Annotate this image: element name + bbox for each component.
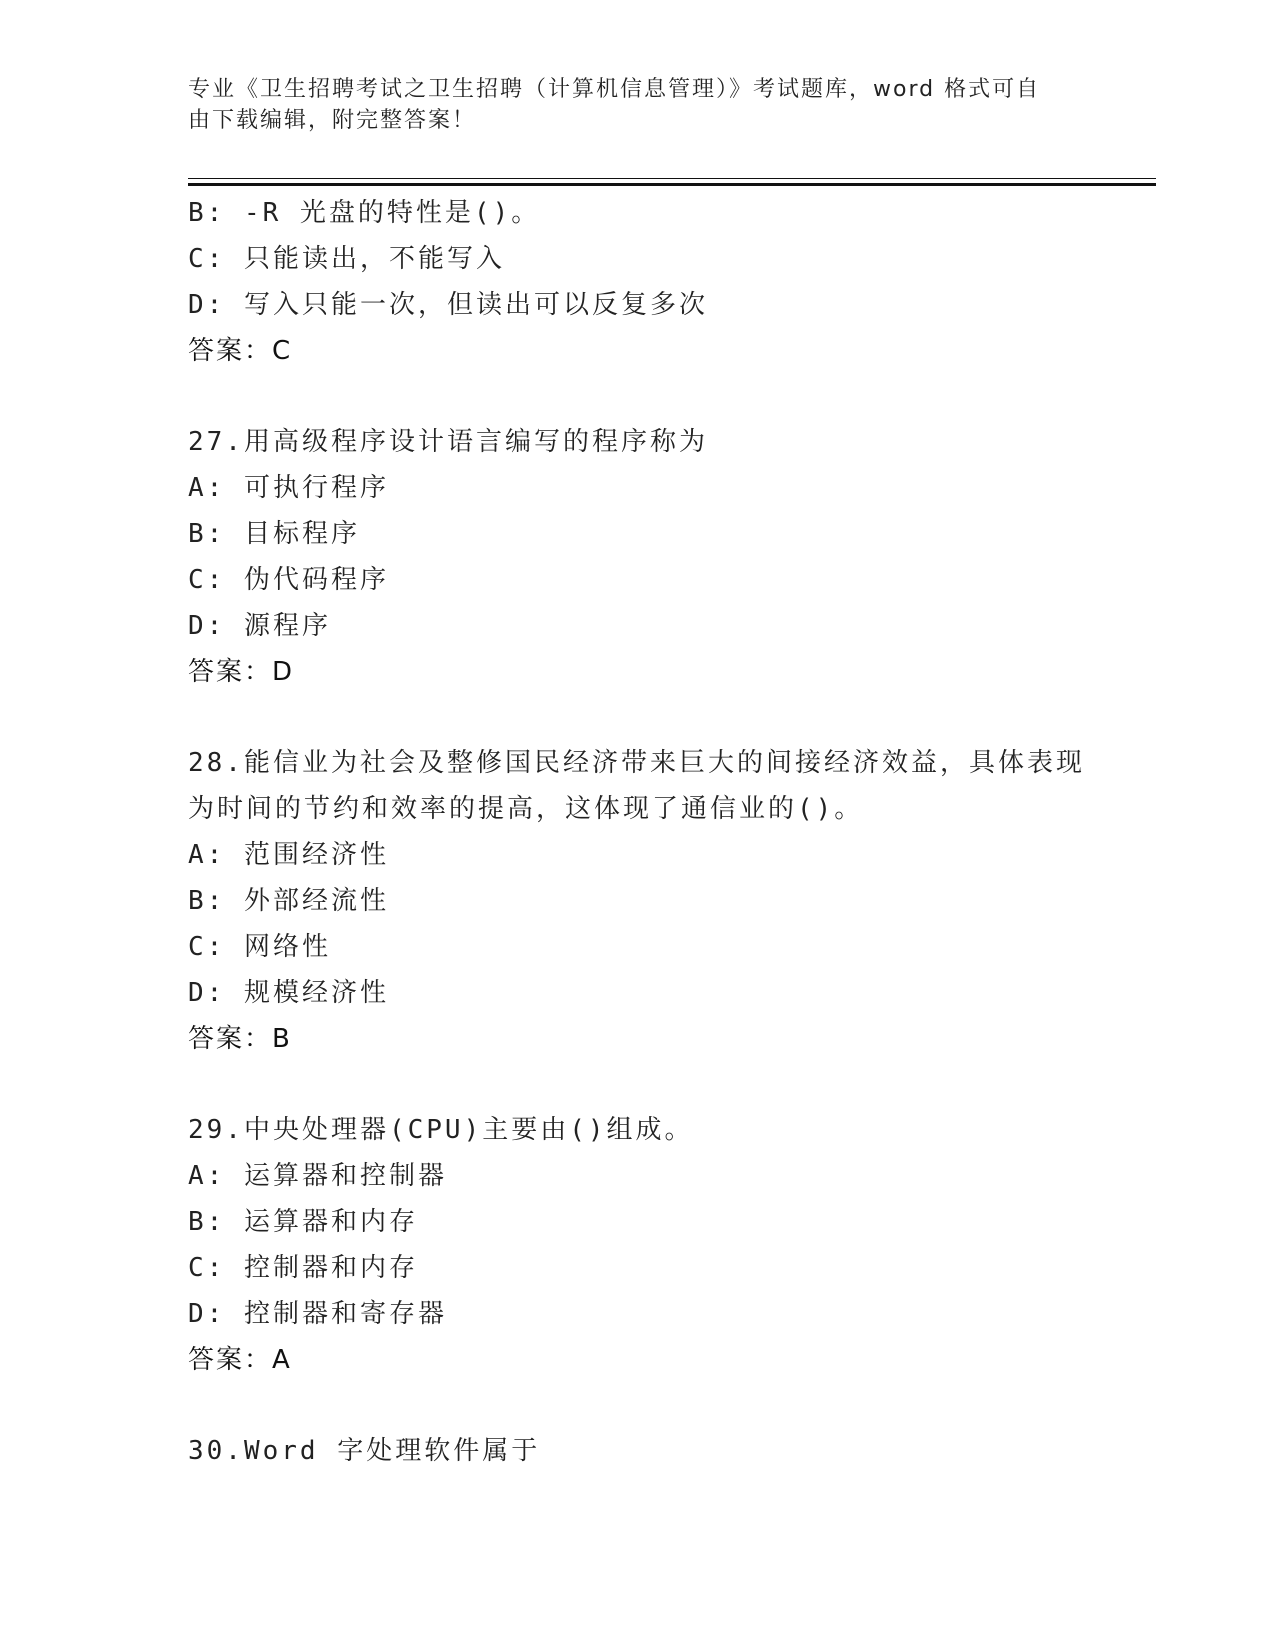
q27-option-a: A: 可执行程序: [188, 473, 389, 503]
question-26: [188, 190, 1088, 374]
spacer: [188, 1062, 1088, 1107]
document-header: [188, 74, 1068, 136]
header-title-line-2: 由下载编辑，附完整答案！: [188, 108, 477, 133]
q26-option-d: D: 写入只能一次，但读出可以反复多次: [188, 290, 708, 320]
q29-option-d: D: 控制器和寄存器: [188, 1299, 447, 1329]
spacer: [188, 695, 1088, 740]
q29-answer: 答案：A: [188, 1345, 292, 1375]
q26-option-c: C: 只能读出，不能写入: [188, 244, 505, 274]
q28-option-a: A: 范围经济性: [188, 840, 389, 870]
q27-option-d: D: 源程序: [188, 611, 331, 641]
spacer: [188, 1383, 1088, 1428]
question-29: [188, 1107, 1088, 1383]
q29-option-c: C: 控制器和内存: [188, 1253, 418, 1283]
q27-answer: 答案：D: [188, 657, 295, 687]
header-title-line-1: 专业《卫生招聘考试之卫生招聘（计算机信息管理）》考试题库，word 格式可自: [188, 77, 1041, 102]
q26-answer: 答案：C: [188, 336, 293, 366]
q28-option-d: D: 规模经济性: [188, 978, 389, 1008]
q27-option-b: B: 目标程序: [188, 519, 360, 549]
q27-option-c: C: 伪代码程序: [188, 565, 389, 595]
spacer: [188, 374, 1088, 419]
q28-answer: 答案：B: [188, 1024, 292, 1054]
question-list: [188, 190, 1088, 1474]
q28-option-b: B: 外部经流性: [188, 886, 389, 916]
q29-question: 29.中央处理器(CPU)主要由()组成。: [188, 1115, 694, 1145]
question-30: [188, 1428, 1088, 1474]
q26-option-b: B: -R 光盘的特性是()。: [188, 198, 541, 228]
q27-question: 27.用高级程序设计语言编写的程序称为: [188, 427, 708, 457]
header-divider-thick: [188, 183, 1156, 186]
q28-option-c: C: 网络性: [188, 932, 331, 962]
q29-option-b: B: 运算器和内存: [188, 1207, 418, 1237]
question-28: [188, 740, 1088, 1062]
header-divider-thin: [188, 178, 1156, 179]
q28-question-line-1: 28.能信业为社会及整修国民经济带来巨大的间接经济效益，具体表现: [188, 748, 1085, 778]
question-27: [188, 419, 1088, 695]
q29-option-a: A: 运算器和控制器: [188, 1161, 447, 1191]
q28-question-line-2: 为时间的节约和效率的提高，这体现了通信业的()。: [188, 794, 864, 824]
q30-question: 30.Word 字处理软件属于: [188, 1436, 541, 1466]
